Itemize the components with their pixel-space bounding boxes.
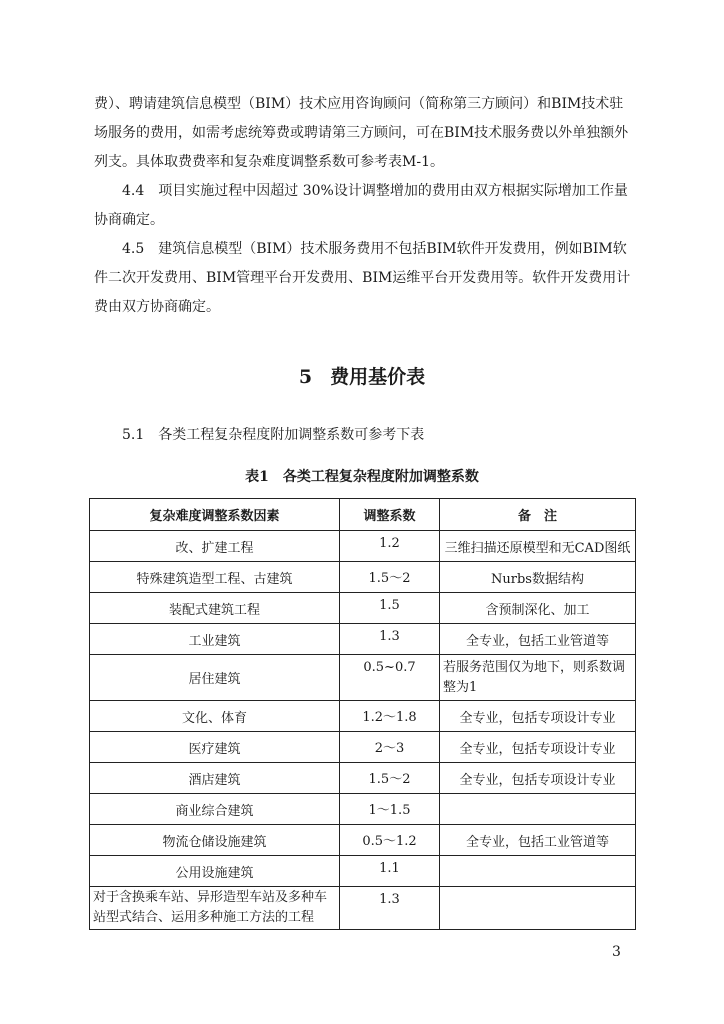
note-cell bbox=[440, 856, 636, 887]
coefficient-cell: 1.1 bbox=[340, 856, 440, 887]
clause-5-1: 5.1 各类工程复杂程度附加调整系数可参考下表 bbox=[122, 427, 425, 443]
note-cell: 三维扫描还原模型和无CAD图纸 bbox=[440, 531, 636, 562]
section-number: 5 bbox=[298, 366, 313, 388]
factor-cell: 特殊建筑造型工程、古建筑 bbox=[90, 562, 340, 593]
factor-cell: 居住建筑 bbox=[90, 655, 340, 701]
paragraph-continued: 费）、聘请建筑信息模型（BIM）技术应用咨询顾问（简称第三方顾问）和BIM技术驻场服务的费用，如需考虑统筹费或聘请第三方顾问，可在BIM技术服务费以外单独额外列支。具体取费费率和复杂难度调整系数可参考表M-1。 bbox=[94, 96, 629, 170]
coefficient-cell: 0.5~0.7 bbox=[340, 655, 440, 701]
factor-cell: 装配式建筑工程 bbox=[90, 593, 340, 624]
table-row bbox=[90, 732, 636, 763]
section-heading bbox=[0, 362, 724, 389]
table-row bbox=[90, 701, 636, 732]
paragraph-4-4: 4.4 项目实施过程中因超过 30%设计调整增加的费用由双方根据实际增加工作量协商确定。 bbox=[94, 183, 628, 228]
table-row bbox=[90, 562, 636, 593]
note-cell: 含预制深化、加工 bbox=[440, 593, 636, 624]
table-header-row bbox=[90, 499, 636, 531]
table-row bbox=[90, 794, 636, 825]
table-row bbox=[90, 624, 636, 655]
factor-cell: 对于含换乘车站、异形造型车站及多种车站型式结合、运用多种施工方法的工程 bbox=[90, 887, 340, 930]
factor-cell: 物流仓储设施建筑 bbox=[90, 825, 340, 856]
coefficient-cell: 1.3 bbox=[340, 624, 440, 655]
factor-cell: 酒店建筑 bbox=[90, 763, 340, 794]
note-cell: 若服务范围仅为地下，则系数调整为1 bbox=[440, 655, 636, 701]
note-cell: 全专业，包括专项设计专业 bbox=[440, 732, 636, 763]
note-cell: 全专业，包括专项设计专业 bbox=[440, 701, 636, 732]
factor-cell: 医疗建筑 bbox=[90, 732, 340, 763]
coefficient-table bbox=[89, 498, 636, 930]
coefficient-cell: 1.5 bbox=[340, 593, 440, 624]
page-number: 3 bbox=[612, 944, 621, 960]
coefficient-cell: 0.5～1.2 bbox=[340, 825, 440, 856]
factor-cell: 改、扩建工程 bbox=[90, 531, 340, 562]
factor-cell: 公用设施建筑 bbox=[90, 856, 340, 887]
paragraph-4-5: 4.5 建筑信息模型（BIM）技术服务费用不包括BIM软件开发费用，例如BIM软件二次开发费用、BIM管理平台开发费用、BIM运维平台开发费用等。软件开发费用计费由双方协商确定。 bbox=[94, 241, 631, 315]
coefficient-cell: 1.2 bbox=[340, 531, 440, 562]
factor-cell: 商业综合建筑 bbox=[90, 794, 340, 825]
coefficient-cell: 1.5～2 bbox=[340, 763, 440, 794]
table-row bbox=[90, 763, 636, 794]
table-row bbox=[90, 531, 636, 562]
note-cell bbox=[440, 794, 636, 825]
header-factor: 复杂难度调整系数因素 bbox=[90, 499, 340, 531]
header-note: 备 注 bbox=[440, 499, 636, 531]
note-cell bbox=[440, 887, 636, 930]
coefficient-cell: 2～3 bbox=[340, 732, 440, 763]
coefficient-cell: 1.2～1.8 bbox=[340, 701, 440, 732]
table-row bbox=[90, 655, 636, 701]
factor-cell: 文化、体育 bbox=[90, 701, 340, 732]
coefficient-cell: 1.5～2 bbox=[340, 562, 440, 593]
coefficient-cell: 1～1.5 bbox=[340, 794, 440, 825]
note-cell: 全专业，包括专项设计专业 bbox=[440, 763, 636, 794]
factor-cell: 工业建筑 bbox=[90, 624, 340, 655]
table-row bbox=[90, 887, 636, 930]
table-caption: 表1 各类工程复杂程度附加调整系数 bbox=[245, 469, 479, 485]
note-cell: 全专业，包括工业管道等 bbox=[440, 825, 636, 856]
note-cell: 全专业，包括工业管道等 bbox=[440, 624, 636, 655]
note-cell: Nurbs数据结构 bbox=[440, 562, 636, 593]
header-coefficient: 调整系数 bbox=[340, 499, 440, 531]
section-title: 费用基价表 bbox=[330, 366, 426, 388]
coefficient-cell: 1.3 bbox=[340, 887, 440, 930]
table-row bbox=[90, 856, 636, 887]
table-row bbox=[90, 593, 636, 624]
table-row bbox=[90, 825, 636, 856]
